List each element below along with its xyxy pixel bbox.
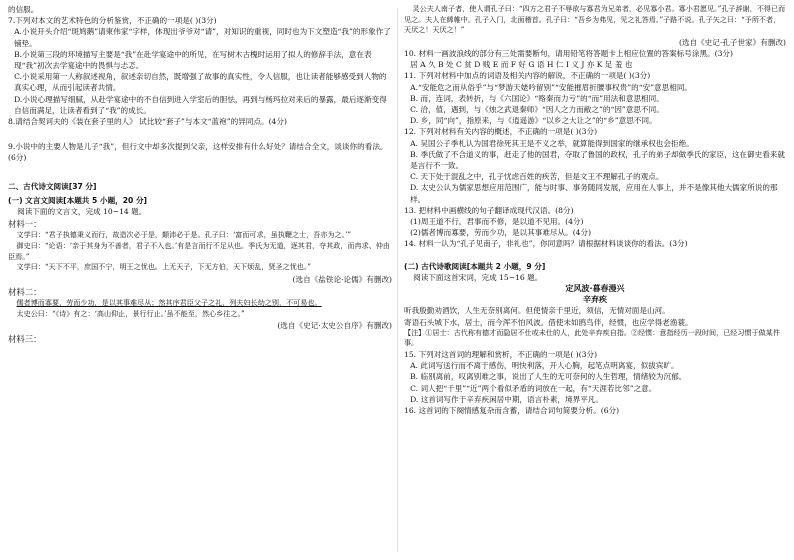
material-1-paragraph: 文学曰：“天下不平，庶国不宁，明王之忧也。上无天子，下无方伯，天下烦乱，贤圣之忧也。”: [16, 262, 312, 272]
poem-title: 定风波·暮春漫兴: [565, 284, 625, 294]
option-15c: C. 词人把“千里”“近”两个看似矛盾的词放在一起，有“天涯若比邻”之意。: [410, 383, 657, 393]
material-2-paragraph: 儒者博而寡要，劳而少功，是以其事难尽从；然其序君臣父子之礼，列夫妇长幼之别，不可易也。: [16, 298, 322, 308]
column-divider: [397, 8, 398, 552]
question-9: 9.小说中的主要人物是儿子“我”，但行文中却多次提到父亲，这样安排有什么好处？请结合全文，谈谈你的看法。(6分): [8, 142, 388, 163]
poem-line: 听我殷勤劝酒饮，人生无奈别离何。但使情亲千里近，须信，无情对面是山河。: [404, 306, 670, 316]
option-11d: D. 乡，同“向”，指原来，与《逍遥游》“以乡之大让之”的“乡”意思不同。: [410, 116, 657, 126]
poem-author: 辛弃疾: [583, 295, 607, 305]
option-7c: C.小说采用第一人称叙述视角，叙述亲切自然，既增强了故事的真实性，令人信服，也让读者能够感受到人物的真实心理，从而引起读者共情。: [14, 72, 387, 93]
option-15d: D. 这首词写作于辛弃疾闲居中期，语言朴素，境界平凡。: [410, 394, 603, 404]
option-11b: B. 而，连词，表转折，与《六国论》“赂秦而力亏”的“而”用法和意思相同。: [410, 93, 664, 103]
option-12b: B. 季氏做了不合道义的事，赶走了他的国君，夺取了鲁国的政权，孔子的弟子却做季氏的家臣，这在御史看来就是言行不一致。: [410, 149, 785, 171]
left-column: [8, 4, 392, 556]
poem-line: 寄语石头城下水，居士，而今浑不怕风波。借使未如鸥鸟伴，经惯，也应学得老渔蓑。: [404, 317, 693, 327]
material-2-paragraph: 太史公曰：“《诗》有之：‘高山仰止，景行行止。’虽不能至，然心乡往之。”: [16, 308, 245, 318]
question-13-part-2: (2)儒者博而寡要，劳而少功，是以其事难尽从。(4分): [410, 228, 592, 238]
instruction: 阅读下面这首宋词，完成 15~16 题。: [413, 272, 543, 282]
poem-note: 【注】①居士：古代称有德才而隐居不仕或未仕的人，此处辛弃疾自指。②经惯：意指经历一段时间，已经习惯于做某件事。: [404, 327, 780, 348]
option-7b: B.小说第三段的环境描写主要是“我”在赴学宴途中的所见，在写树木古槐时运用了拟人的修辞手法，意在表现“我”初次去学宴途中的畏惧与忐忑。: [14, 49, 372, 71]
question-10: 10. 材料一画波浪线的部分有三处需要断句，请用铅笔将答题卡上相应位置的答案标号涂黑。(3分): [404, 48, 733, 58]
material-3-label: 材料三：: [8, 333, 42, 344]
material-3-paragraph: 灵公夫人南子者，使人谓孔子曰：“四方之君子不辱欲与寡君为兄弟者，必见寡小君。寡小君愿见。”孔子辞谢，不得已而见之。夫人在絺帷中。孔子入门，北面稽首。孔子曰：“吾乡为弗见，见之礼答焉。”子路不说。孔子矢之曰：“予所不者，天厌之！天厌之！”: [404, 4, 786, 35]
subsection-heading: (二) 古代诗歌阅读[本题共 2 小题，9 分]: [404, 261, 546, 271]
subsection-heading: (一) 文言文阅读[本题共 5 小题，20 分]: [8, 195, 148, 205]
answer-space: [8, 164, 392, 178]
option-7a: A.小说开头介绍“斑鸠鹅”请柬伟家“字样，体现出爷爷对“请”，对知识的重视，同时也为下文塑造“我”的形象作了铺垫。: [14, 27, 391, 48]
option-12c: C. 天下处于混乱之中，孔子忧虑百姓的疾苦，但是文王不理解孔子的观点。: [410, 172, 664, 182]
material-1-source: (选自《盐铁论·论儒》有删改): [292, 274, 392, 284]
option-15a: A. 此词写送行而不离于感伤，明快利落，开人心胸，起笔点明离宴，似拔宾旷。: [410, 361, 679, 371]
instruction: 阅读下面的文言文，完成 10~14 题。: [17, 207, 147, 217]
question-7: 7.下列对本文的艺术特色的分析鉴赏，不正确的一项是( )(3分): [8, 16, 217, 26]
question-13: 13. 把材料中画横线的句子翻译成现代汉语。(8分): [404, 205, 574, 215]
material-1-paragraph: 文学曰：“君子执德秉义而行，故造次必于是，颠沛必于是。孔子曰：‘富而可求，虽执鞭之士，吾亦为之。’”: [16, 230, 352, 240]
option-15b: B. 临别离前，叹离别难之事，说出了人生的无可奈何的人生哲理，情绪较为沉郁。: [410, 372, 687, 382]
question-16: 16. 这首词的下阕情感复杂而含蓄，请结合词句简要分析。(6分): [404, 406, 620, 416]
material-2-label: 材料二：: [8, 287, 42, 298]
question-12: 12. 下列对材料有关内容的概述，不正确的一项是( )(3分): [404, 127, 598, 137]
question-13-part-1: (1)周王道不行，君事而不修，是以道不见用。(4分): [410, 217, 584, 227]
answer-space: [404, 250, 786, 258]
material-3-source: (选自《史记·孔子世家》有删改): [678, 37, 786, 47]
text-line: 的信服。: [8, 5, 39, 14]
material-2-source: (选自《史记·太史公自序》有删改): [277, 321, 392, 331]
question-11: 11. 下列对材料中加点的词语及相关内容的解说，不正确的一项是( )(3分): [404, 71, 651, 81]
option-12a: A. 吴国公子季札认为国君徐死其王是不义之举，就算能得到国家的继承权也会拒绝。: [410, 138, 694, 148]
option-11c: C. 洽，值，遇到，与《烛之武退秦师》“因人之力而敝之”的“因”意思不同。: [410, 105, 664, 114]
material-1-paragraph: 御史曰：“论语：‘亲于其身为不善者，君子不入也。’有是言而行不足从也。季氏为无道，逐其君，夺其政，而冉求、仲由臣焉。”: [8, 241, 390, 261]
question-14: 14. 材料一认为“孔子见南子，非礼也”，你同意吗？请根据材料谈谈你的看法。(3分): [404, 239, 688, 249]
option-11a: A.“安能危之而从俗乎”与“梦游天姥吟留别”“安能摧眉折腰事权贵”的“安”意思相同。: [410, 82, 693, 92]
right-column: [404, 4, 786, 556]
answer-space: [8, 127, 392, 141]
option-12d: D. 太史公认为儒家思想应用范围广，能与时事、事务随同发展，应用在人事上，并不是像其他大儒家所说的那样。: [410, 183, 778, 204]
question-10-options: 居 A 久 B 处 C 贫 D 贱 E 而 F 好 G 语 H 仁 I 义 J 亦 K 足 羞 也: [410, 60, 633, 70]
option-7d: D.小说心理描写细腻，从赴学宴途中的不自信到进入学室后的胆怯，再到与杨玛拉对来后的暴露，最后逐渐变得自信而满足，让读者看到了“我”的成长。: [14, 94, 387, 115]
material-1-label: 材料一：: [8, 219, 42, 230]
section-heading: 二、古代诗文阅读[37 分]: [8, 181, 97, 191]
question-8: 8.请结合契诃夫的《装在套子里的人》 试比较“套子”与本文“蓝袍”的异同点。(4分): [8, 117, 287, 127]
question-15: 15. 下列对这首词的理解和赏析，不正确的一项是( )(3分): [404, 350, 598, 360]
